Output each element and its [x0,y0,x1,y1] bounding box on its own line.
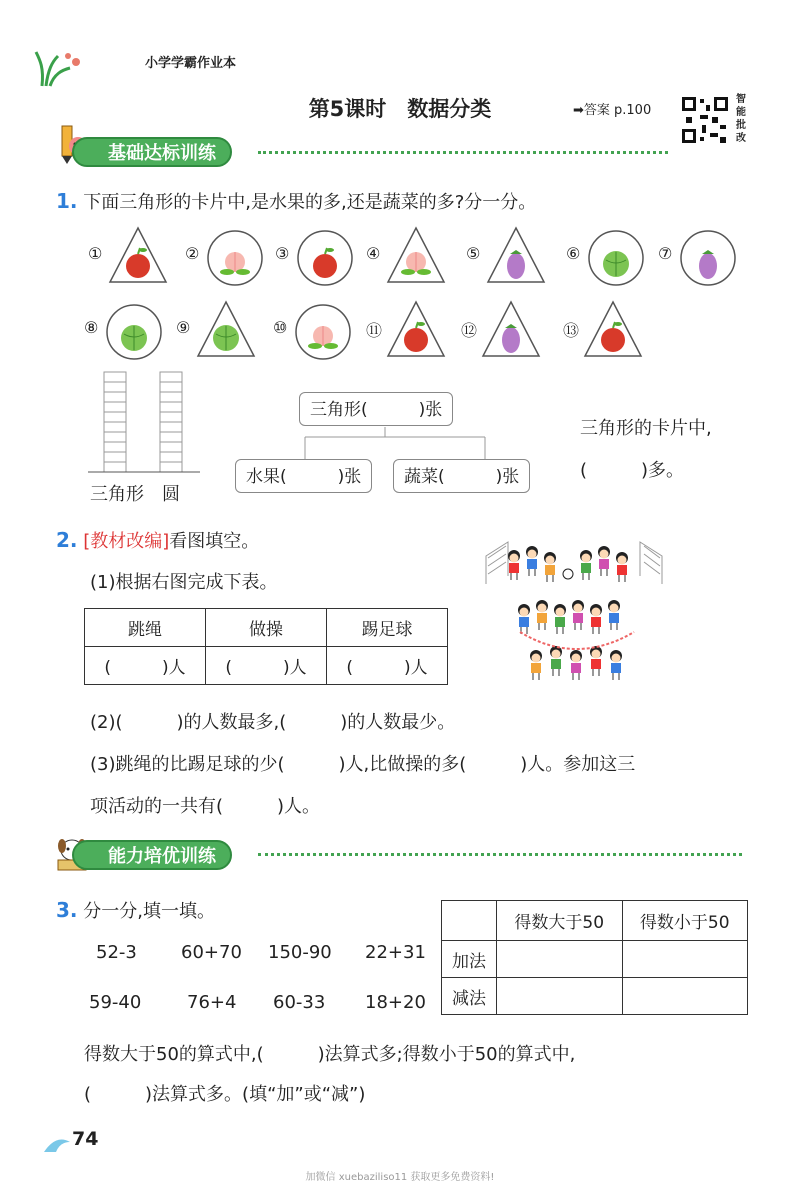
triangle-apple-card [583,300,643,360]
table-cell[interactable]: ( )人 [85,647,206,685]
question-2 [56,527,259,553]
table-cell[interactable] [497,941,623,978]
child-figure-icon [554,604,566,634]
tree-total-box[interactable]: 三角形( )张 [299,392,453,426]
card-number: ② [185,244,200,263]
child-figure-icon [508,550,520,580]
child-figure-icon [526,546,538,576]
section-divider [258,853,742,856]
table-header: 得数大于50 [497,901,623,941]
child-figure-icon [590,646,602,676]
smart-grading-label: 智能批改 [736,94,746,144]
triangle-apple-card [386,300,446,360]
question-number: 3. [56,898,78,922]
card-number: ⑩ [273,318,288,337]
table-cell[interactable] [622,978,748,1015]
conclusion-line-1: 三角形的卡片中, [580,418,712,439]
question-text: 下面三角形的卡片中,是水果的多,还是蔬菜的多?分一分。 [83,192,537,213]
child-figure-icon [590,604,602,634]
row-label: 加法 [442,941,497,978]
question-number: 2. [56,528,78,552]
card-number: ⑧ [84,318,99,337]
tally-grid-label: 三角形 圆 [90,484,180,505]
card-number: ③ [275,244,290,263]
source-tag: [教材改编] [83,531,170,552]
subquestion-3-line-2: 项活动的一共有( )人。 [90,796,321,817]
card-number: ⑬ [563,321,580,340]
child-figure-icon [580,550,592,580]
table-header: 得数小于50 [622,901,748,941]
card-number: ④ [366,244,381,263]
card-number: ⑨ [176,318,191,337]
triangle-cabbage-card [196,300,256,360]
child-figure-icon [598,546,610,576]
subquestion-1: (1)根据右图完成下表。 [90,572,278,593]
expression: 59-40 [89,992,142,1013]
child-figure-icon [570,650,582,680]
circle-eggplant-card [678,226,738,286]
circle-peach-card [205,226,265,286]
triangle-eggplant-card [486,226,546,286]
child-figure-icon [550,646,562,676]
question-number: 1. [56,189,78,213]
card-number: ⑫ [461,321,478,340]
card-number: ⑥ [566,244,581,263]
expression: 76+4 [187,992,237,1013]
fill-line-1: 得数大于50的算式中,( )法算式多;得数小于50的算式中, [84,1044,576,1065]
expression: 22+31 [365,942,426,963]
book-title: 小学学霸作业本 [145,56,237,71]
question-3 [56,897,215,923]
circle-cabbage-card [586,226,646,286]
activity-table [84,608,448,685]
expression: 52-3 [96,942,137,963]
child-figure-icon [518,604,530,634]
section-advanced-training: 能力培优训练 [72,840,232,870]
activity-illustration [484,536,666,694]
child-figure-icon [608,600,620,630]
qr-code-icon[interactable] [680,95,730,145]
section-divider [258,151,668,154]
table-header [442,901,497,941]
child-figure-icon [610,650,622,680]
expression: 60+70 [181,942,242,963]
circle-cabbage-card [104,300,164,360]
table-cell[interactable] [622,941,748,978]
conclusion-line-2: ( )多。 [580,460,685,481]
child-figure-icon [544,552,556,582]
expression: 60-33 [273,992,326,1013]
corner-plant-icon [32,48,82,92]
child-figure-icon [616,552,628,582]
subquestion-2: (2)( )的人数最多,( )的人数最少。 [90,712,456,733]
card-number: ⑤ [466,244,481,263]
table-cell[interactable]: ( )人 [206,647,327,685]
card-number: ⑪ [366,321,383,340]
circle-apple-card [295,226,355,286]
question-text: 分一分,填一填。 [83,901,215,922]
question-1 [56,188,536,214]
table-header: 跳绳 [85,609,206,647]
table-cell[interactable]: ( )人 [327,647,448,685]
card-number: ⑦ [658,244,673,263]
triangle-apple-card [108,226,168,286]
table-header: 做操 [206,609,327,647]
subquestion-3-line-1: (3)跳绳的比踢足球的少( )人,比做操的多( )人。参加这三 [90,754,636,775]
triangle-eggplant-card [481,300,541,360]
fill-line-2: ( )法算式多。(填“加”或“减”) [84,1084,366,1105]
child-figure-icon [536,600,548,630]
answer-reference[interactable]: ➡答案 p.100 [573,103,652,118]
dolphin-icon [42,1132,72,1160]
section-basic-training: 基础达标训练 [72,137,232,167]
classification-table [441,900,748,1015]
row-label: 减法 [442,978,497,1015]
table-cell[interactable] [497,978,623,1015]
page-number: 74 [72,1128,99,1150]
page-title: 第5课时 数据分类 [308,97,492,121]
expression: 150-90 [268,942,332,963]
tree-vegetable-box[interactable]: 蔬菜( )张 [393,459,530,493]
child-figure-icon [530,650,542,680]
table-header: 踢足球 [327,609,448,647]
tally-grid [88,368,208,482]
card-number: ① [88,244,103,263]
tree-fruit-box[interactable]: 水果( )张 [235,459,372,493]
expression: 18+20 [365,992,426,1013]
question-text: 看图填空。 [169,531,260,552]
circle-peach-card [293,300,353,360]
triangle-peach-card [386,226,446,286]
child-figure-icon [572,600,584,630]
footer-note: 加微信 xuebazilisо11 获取更多免费资料! [305,1172,495,1183]
